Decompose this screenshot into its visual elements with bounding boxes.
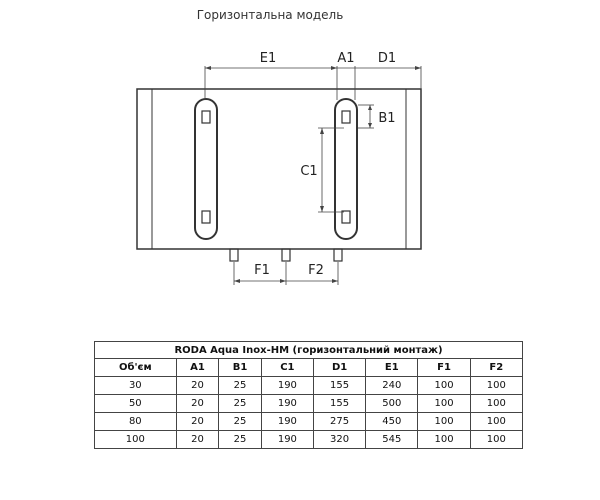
- table-cell: 190: [261, 413, 313, 431]
- table-cell: 100: [470, 377, 522, 395]
- d1-arrow-right: [415, 66, 421, 70]
- table-header-cell: E1: [366, 359, 418, 377]
- f1-arrow-left: [234, 279, 240, 283]
- dimensions-table: [94, 341, 523, 449]
- table-cell: 25: [219, 395, 261, 413]
- table-cell: 20: [176, 395, 219, 413]
- table-cell: 545: [366, 431, 418, 449]
- b1-arrow-bottom: [368, 123, 372, 128]
- table-cell: 100: [418, 395, 470, 413]
- table-row: [95, 413, 523, 431]
- table-cell: 155: [313, 395, 365, 413]
- pipe-middle: [282, 249, 290, 261]
- table-cell: 25: [219, 413, 261, 431]
- left-bracket: [195, 99, 217, 239]
- table-header-row: [95, 359, 523, 377]
- table-cell: 500: [366, 395, 418, 413]
- right-bracket-upper-hole: [342, 111, 350, 123]
- left-bracket-upper-hole: [202, 111, 210, 123]
- left-bracket-lower-hole: [202, 211, 210, 223]
- table-header-cell: B1: [219, 359, 261, 377]
- table-cell: 100: [470, 431, 522, 449]
- c1-arrow-bottom: [320, 206, 324, 212]
- b1-arrow-top: [368, 105, 372, 110]
- e1-label: E1: [259, 51, 277, 66]
- table-header-cell: F1: [418, 359, 470, 377]
- table-cell: 20: [176, 413, 219, 431]
- e1-arrow-right: [331, 66, 337, 70]
- table-cell: 50: [95, 395, 177, 413]
- table-cell: 155: [313, 377, 365, 395]
- right-bracket: [335, 99, 357, 239]
- table-body: [95, 377, 523, 449]
- table-cell: 100: [470, 413, 522, 431]
- table-cell: 20: [176, 377, 219, 395]
- table-row: [95, 377, 523, 395]
- pipe-left: [230, 249, 238, 261]
- table-header-cell: Об'єм: [95, 359, 177, 377]
- d1-label: D1: [377, 51, 397, 66]
- table-header-cell: D1: [313, 359, 365, 377]
- table-cell: 25: [219, 431, 261, 449]
- table-header-cell: C1: [261, 359, 313, 377]
- right-bracket-lower-hole: [342, 211, 350, 223]
- table-row: [95, 395, 523, 413]
- b1-label: B1: [378, 111, 396, 126]
- table-header-cell: F2: [470, 359, 522, 377]
- table-header-cell: A1: [176, 359, 219, 377]
- f2-arrow-right: [332, 279, 338, 283]
- table-cell: 320: [313, 431, 365, 449]
- table-cell: 190: [261, 431, 313, 449]
- diagram-title: Горизонтальна модель: [196, 8, 344, 22]
- table-caption-note: (горизонтальний монтаж): [289, 344, 443, 356]
- table-row: [95, 431, 523, 449]
- table-cell: 100: [418, 377, 470, 395]
- table-cell: 100: [418, 413, 470, 431]
- table-cell: 20: [176, 431, 219, 449]
- table-cell: 275: [313, 413, 365, 431]
- table-cell: 240: [366, 377, 418, 395]
- f1-arrow-right: [280, 279, 286, 283]
- table-cell: 100: [95, 431, 177, 449]
- f2-label: F2: [308, 263, 324, 278]
- c1-arrow-top: [320, 128, 324, 134]
- table-cell: 100: [418, 431, 470, 449]
- table-cell: 80: [95, 413, 177, 431]
- table-caption-model: RODA Aqua Inox-HM: [174, 344, 290, 356]
- table-cell: 30: [95, 377, 177, 395]
- a1-label: A1: [337, 51, 355, 66]
- table-cell: 450: [366, 413, 418, 431]
- c1-label: C1: [300, 164, 318, 179]
- f1-label: F1: [254, 263, 270, 278]
- table-cell: 190: [261, 377, 313, 395]
- e1-arrow-left: [205, 66, 211, 70]
- table-caption: [95, 342, 523, 359]
- pipe-right: [334, 249, 342, 261]
- table-cell: 25: [219, 377, 261, 395]
- table-cell: 190: [261, 395, 313, 413]
- table-cell: 100: [470, 395, 522, 413]
